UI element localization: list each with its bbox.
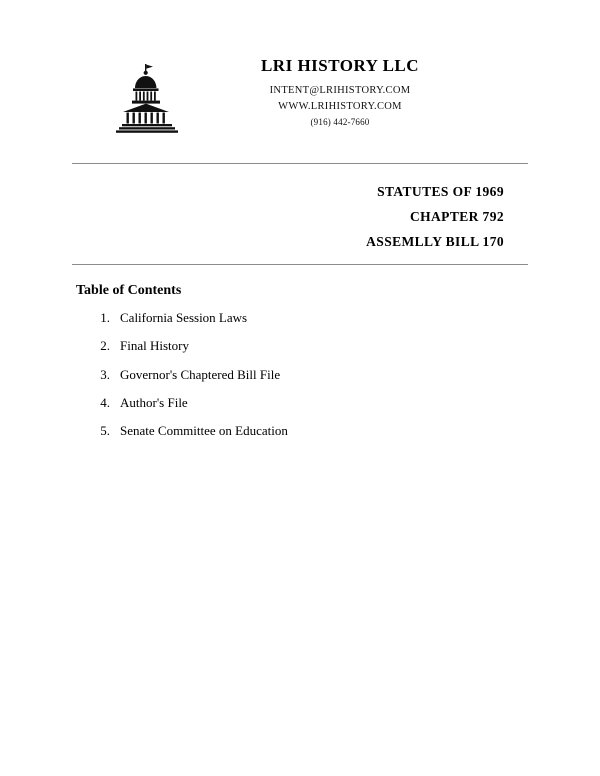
toc-item-label: Senate Committee on Education (120, 423, 288, 439)
website-address: WWW.LRIHISTORY.COM (278, 101, 402, 112)
statutes-line: STATUTES OF 1969 (377, 184, 504, 199)
toc-item-label: Governor's Chaptered Bill File (120, 366, 281, 382)
letterhead-text (190, 56, 490, 127)
email-address: INTENT@LRIHISTORY.COM (269, 85, 411, 96)
toc-item-number: 4. (100, 394, 110, 410)
toc-item-label: Final History (120, 338, 189, 354)
letterhead (0, 0, 600, 134)
list-item (82, 311, 528, 325)
bill-line: ASSEMLLY BILL 170 (366, 234, 504, 249)
capitol-dome-icon (110, 62, 184, 134)
toc-item-label: Author's File (120, 394, 188, 410)
table-of-contents (72, 265, 528, 438)
company-name: LRI HISTORY LLC (260, 56, 420, 75)
toc-heading: Table of Contents (76, 283, 182, 298)
toc-list (72, 311, 528, 438)
title-block (72, 164, 528, 250)
chapter-line: CHAPTER 792 (409, 209, 504, 224)
toc-item-number: 5. (100, 423, 110, 439)
list-item (82, 339, 528, 353)
toc-item-number: 3. (100, 366, 110, 382)
list-item (82, 424, 528, 438)
phone-number: (916) 442-7660 (310, 117, 370, 127)
toc-item-label: California Session Laws (120, 310, 248, 325)
list-item (82, 396, 528, 410)
list-item (82, 368, 528, 382)
toc-item-number: 1. (100, 310, 110, 325)
toc-item-number: 2. (100, 338, 110, 354)
